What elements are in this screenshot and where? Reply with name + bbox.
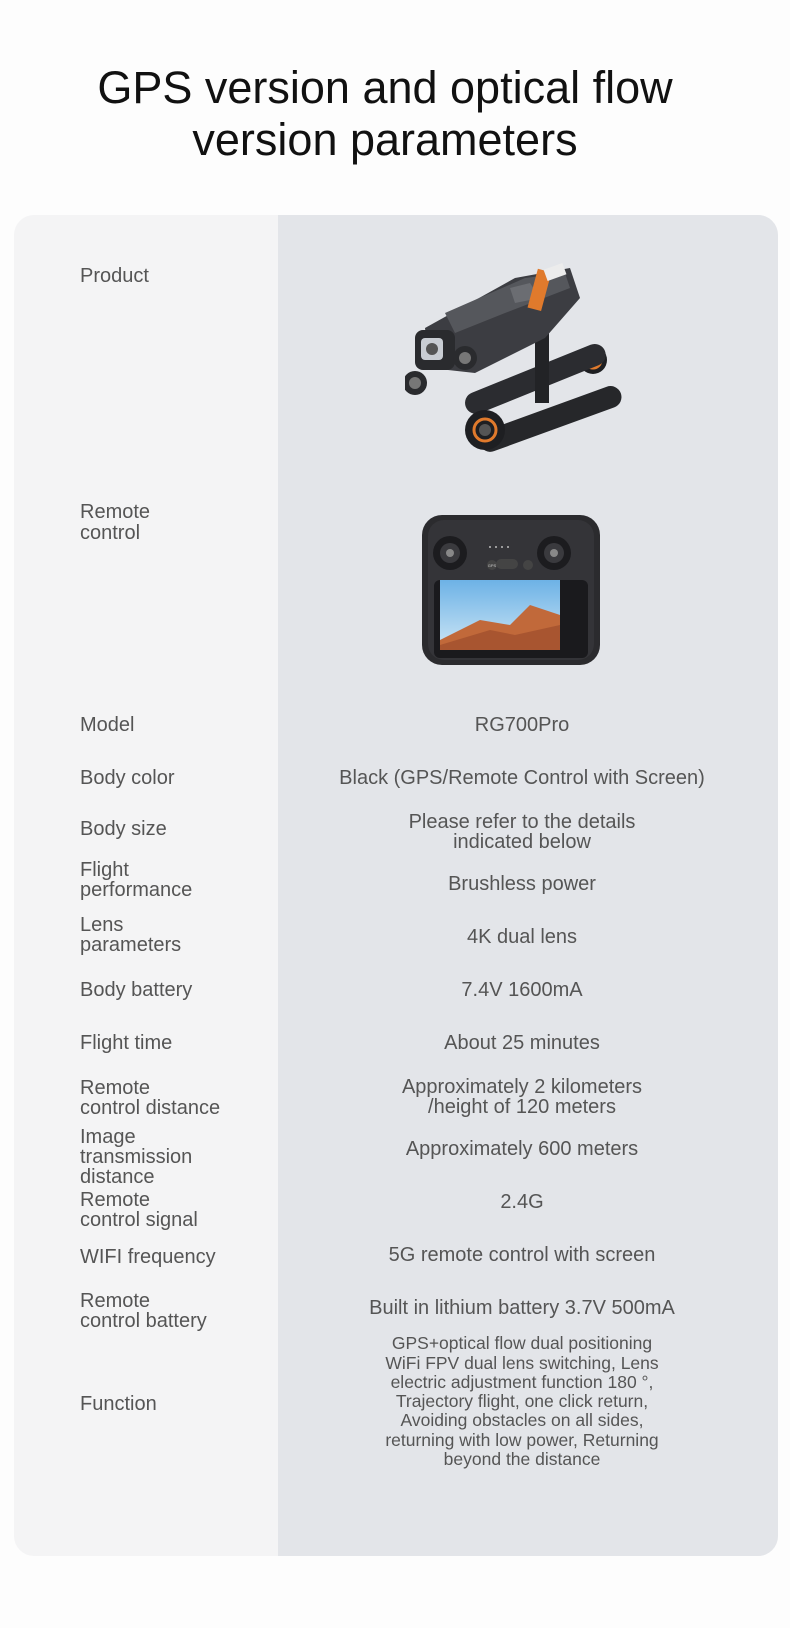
page-title [0, 62, 770, 166]
label-wifi: WIFI frequency [80, 1246, 216, 1268]
drone-image [405, 258, 635, 473]
value-lens: 4K dual lens [466, 926, 578, 948]
label-lens-line1: Lens [80, 914, 124, 936]
value-wifi: 5G remote control with screen [388, 1244, 656, 1266]
value-flight-time: About 25 minutes [444, 1032, 600, 1054]
value-function-line6: returning with low power, Returning [385, 1430, 659, 1450]
value-rc-signal: 2.4G [500, 1191, 544, 1213]
remote-control-image [420, 515, 620, 690]
title-line-2: version parameters [192, 114, 578, 165]
label-model: Model [80, 714, 135, 736]
label-body-size: Body size [80, 818, 167, 840]
value-flight-performance: Brushless power [448, 873, 596, 895]
label-remote-line2: control [80, 522, 141, 544]
value-body-battery: 7.4V 1600mA [461, 979, 583, 1001]
label-rc-signal-line2: control signal [80, 1209, 198, 1231]
label-rc-signal-line1: Remote [80, 1189, 151, 1211]
label-flight-performance-line2: performance [80, 879, 193, 901]
value-img-trans: Approximately 600 meters [405, 1138, 639, 1160]
label-rc-battery-line1: Remote [80, 1290, 151, 1312]
value-body-color: Black (GPS/Remote Control with Screen) [339, 767, 705, 789]
label-img-trans-line1: Image [80, 1126, 136, 1148]
value-function-line5: Avoiding obstacles on all sides, [400, 1410, 644, 1430]
value-function-line3: electric adjustment function 180 °, [390, 1372, 654, 1392]
label-lens-line2: parameters [80, 934, 182, 956]
label-product: Product [80, 265, 149, 287]
label-flight-time: Flight time [80, 1032, 173, 1054]
title-line-1: GPS version and optical flow [97, 62, 673, 113]
value-rc-battery: Built in lithium battery 3.7V 500mA [369, 1297, 675, 1319]
label-remote-line1: Remote [80, 501, 151, 523]
label-body-battery: Body battery [80, 979, 193, 1001]
label-flight-performance-line1: Flight [80, 859, 129, 881]
value-function-line4: Trajectory flight, one click return, [395, 1391, 649, 1411]
label-img-trans-line3: distance [80, 1166, 155, 1188]
svg-text:GPS: GPS [487, 563, 497, 568]
value-function-line2: WiFi FPV dual lens switching, Lens [385, 1353, 659, 1373]
value-body-size-line2: indicated below [453, 831, 591, 853]
value-body-size-line1: Please refer to the details [408, 811, 636, 833]
label-function: Function [80, 1393, 157, 1415]
label-img-trans-line2: transmission [80, 1146, 193, 1168]
label-body-color: Body color [80, 767, 175, 789]
label-rc-distance-line1: Remote [80, 1077, 151, 1099]
value-function-line7: beyond the distance [443, 1449, 601, 1469]
label-rc-battery-line2: control battery [80, 1310, 207, 1332]
value-model: RG700Pro [474, 714, 570, 736]
value-function-line1: GPS+optical flow dual positioning [391, 1333, 653, 1353]
value-rc-distance-line1: Approximately 2 kilometers [401, 1076, 643, 1098]
value-rc-distance-line2: /height of 120 meters [428, 1096, 616, 1118]
label-rc-distance-line2: control distance [80, 1097, 221, 1119]
